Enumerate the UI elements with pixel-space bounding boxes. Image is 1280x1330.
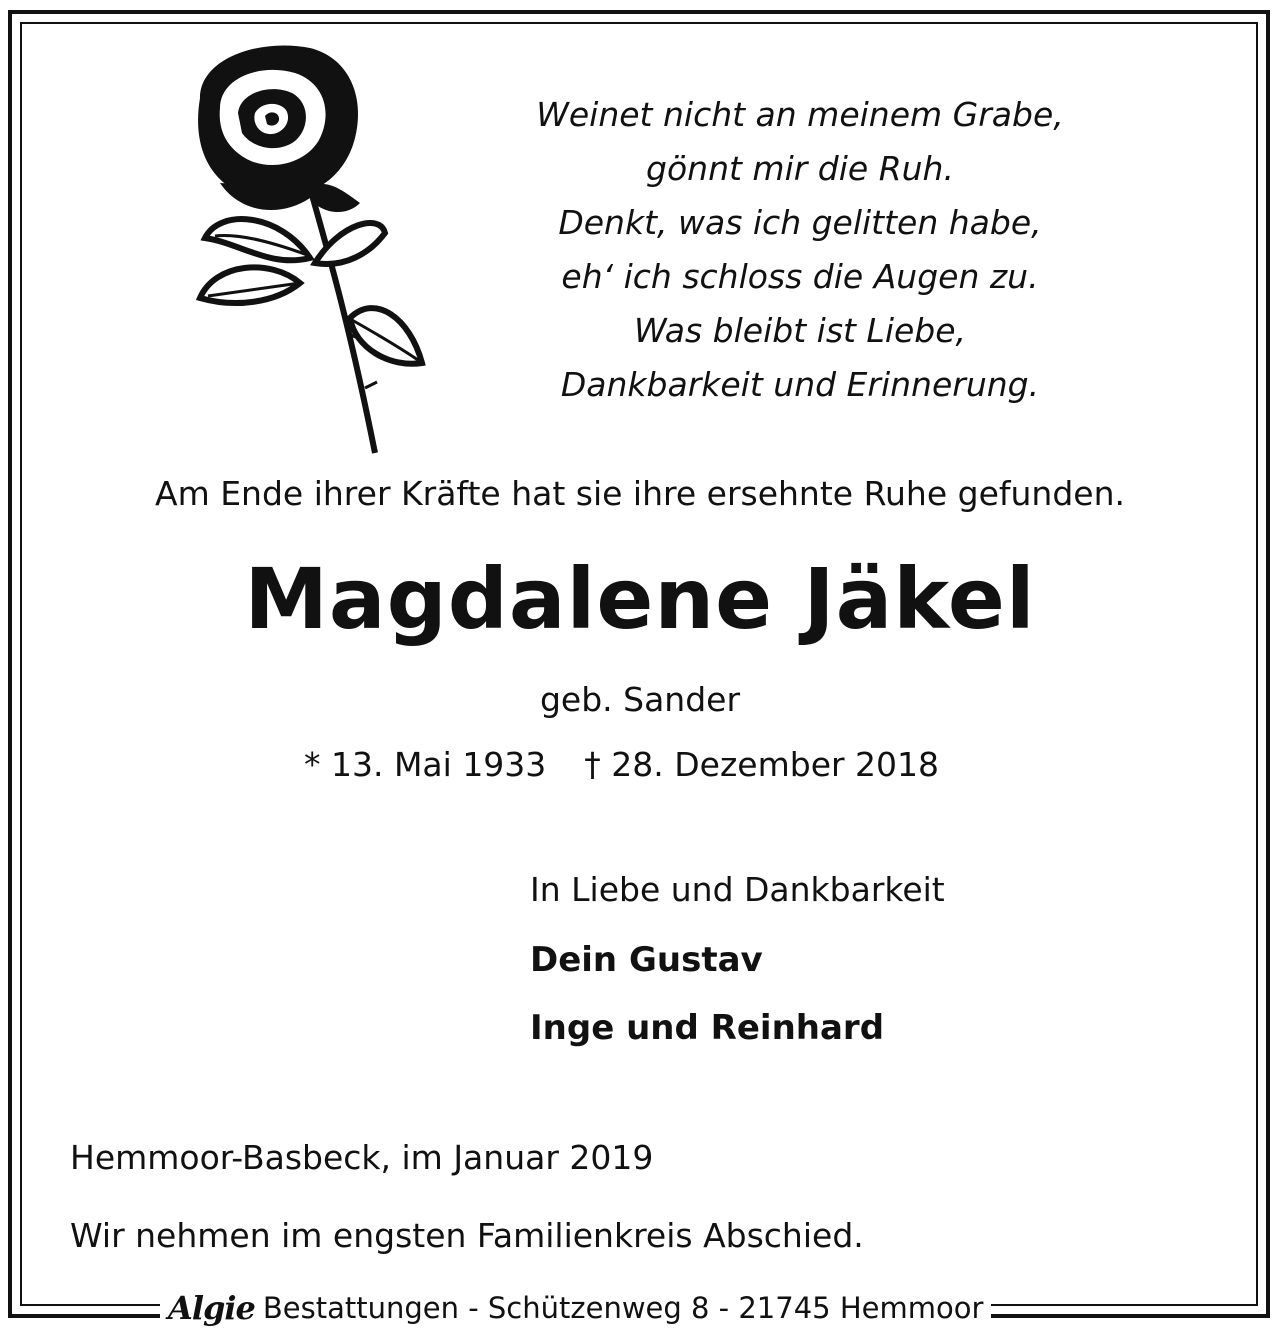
birth-name: geb. Sander [539, 680, 741, 719]
intro-text: Am Ende ihrer Kräfte hat sie ihre ersehnte Ruhe gefunden. [155, 474, 1125, 513]
life-dates [304, 745, 939, 784]
place-date: Hemmoor-Basbeck, im Januar 2019 [70, 1138, 654, 1177]
poem-line: Dankbarkeit und Erinnerung. [560, 365, 1040, 404]
undertaker-logo: Algie [168, 1289, 255, 1327]
deceased-name: Magdalene Jäkel [244, 550, 1036, 648]
mourner-name: Dein Gustav [530, 940, 763, 980]
mourners-intro: In Liebe und Dankbarkeit [530, 870, 945, 909]
poem [470, 88, 1130, 412]
poem-line: Was bleibt ist Liebe, [633, 311, 967, 350]
poem-line: gönnt mir die Ruh. [646, 149, 954, 188]
death-date: † 28. Dezember 2018 [584, 745, 940, 784]
poem-line: Denkt, was ich gelitten habe, [558, 203, 1042, 242]
birth-date: * 13. Mai 1933 [304, 745, 547, 784]
mourner-name: Inge und Reinhard [530, 1008, 885, 1048]
poem-line: eh‘ ich schloss die Augen zu. [561, 257, 1039, 296]
poem-line: Weinet nicht an meinem Grabe, [536, 95, 1064, 134]
farewell-text: Wir nehmen im engsten Familienkreis Abschied. [70, 1216, 864, 1255]
rose-icon [160, 38, 430, 458]
footer [160, 1286, 991, 1330]
footer-text: Bestattungen - Schützenweg 8 - 21745 Hemmoor [262, 1291, 984, 1325]
